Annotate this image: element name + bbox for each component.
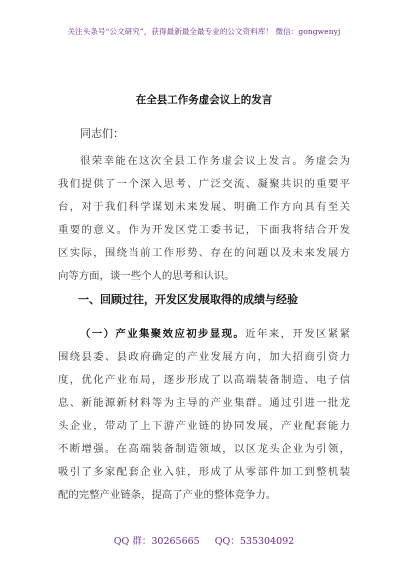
intro-line: 区实际，围绕当前工作形势、存在的问题以及未来发展方: [58, 247, 350, 259]
header-banner: 关注头条号“公文研究”，获得最新最全最专业的公文资料库！ 微信：gongwenyj: [67, 27, 341, 36]
industry-line: 配的完整产业链条，提高了产业的整体竞争力。: [58, 489, 277, 501]
intro-line: 向等方面，谈一些个人的思考和认识。: [58, 270, 235, 282]
intro-paragraph: [58, 150, 350, 288]
intro-line: 重要的意义。作为开发区党工委书记，下面我将结合开发: [58, 224, 350, 236]
footer-qq-group: QQ 群：30265665: [113, 536, 200, 547]
section-heading: 一、回顾过往，开发区发展取得的成绩与经验: [78, 293, 298, 306]
industry-line: 吸引了多家配套企业入驻，形成了从零部件加工到整机装: [58, 466, 350, 478]
salutation: 同志们：: [80, 127, 124, 140]
industry-line: 息、新能源新材料等为主导的产业集群。通过引进一批龙: [58, 397, 350, 409]
industry-first-line-rest: 近年来，开发区紧紧: [245, 328, 351, 340]
document-title: 在全县工作务虚会议上的发言: [135, 94, 273, 106]
industry-line: 头企业，带动了上下游产业链的协同发展，产业配套能力: [58, 420, 350, 432]
industry-line: 度，优化产业布局，逐步形成了以高端装备制造、电子信: [58, 374, 350, 386]
industry-line: 围绕县委、县政府确定的产业发展方向，加大招商引资力: [58, 351, 350, 363]
footer-qq-number: QQ：535304092: [214, 536, 295, 547]
intro-line: 台，对于我们科学谋划未来发展、明确工作方向具有至关: [58, 201, 350, 213]
subsection-heading: （一）产业集聚效应初步显现。: [80, 328, 246, 340]
industry-first-line: [58, 323, 350, 346]
industry-paragraph: [58, 323, 350, 507]
industry-line: 不断增强。在高端装备制造领域，以区龙头企业为引领，: [58, 443, 350, 455]
footer-contact: [0, 533, 408, 547]
intro-line: 我们提供了一个深入思考、广泛交流、凝聚共识的重要平: [58, 178, 350, 190]
intro-line: 很荣幸能在这次全县工作务虚会议上发言。务虚会为: [80, 155, 350, 167]
